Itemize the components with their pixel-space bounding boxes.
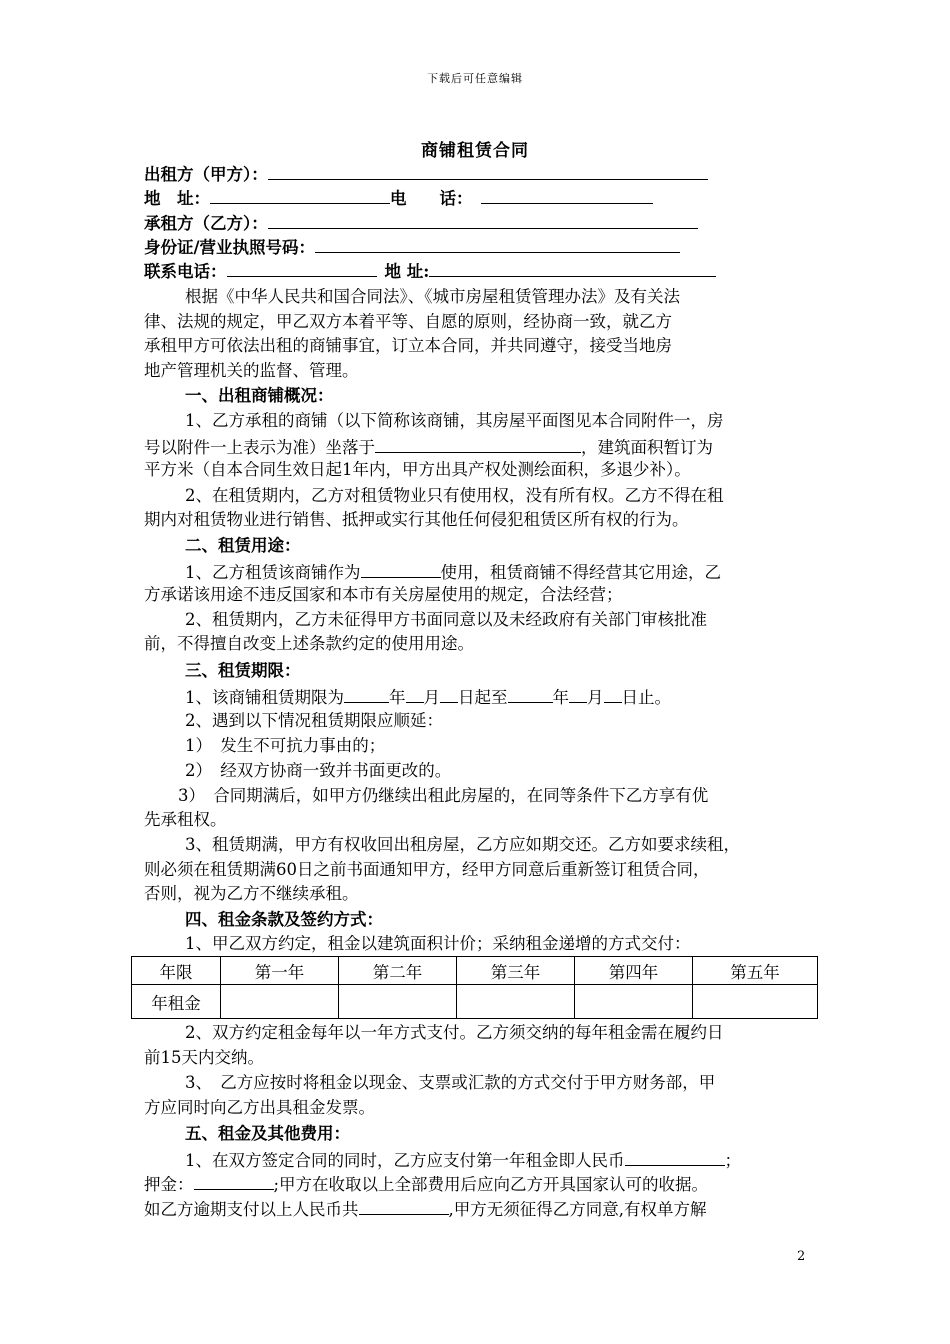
address-label: 地 址：: [144, 189, 210, 208]
section-4-heading: 四、租金条款及签约方式：: [185, 910, 383, 929]
s3-list-item: 1） 发生不可抗力事由的；: [185, 736, 386, 755]
page-header: 下载后可任意编辑: [427, 72, 523, 85]
section-1-heading: 一、出租商铺概况：: [185, 386, 334, 405]
end-year-blank[interactable]: [508, 684, 553, 703]
contact-field: [144, 258, 716, 284]
deposit-blank[interactable]: [194, 1171, 274, 1190]
s5-text: ；: [724, 1151, 741, 1170]
s3-text: 月: [587, 688, 604, 707]
start-month-blank[interactable]: [406, 684, 424, 703]
s3-text: 日止。: [621, 688, 671, 707]
table-header-cell: 第四年: [575, 957, 693, 985]
s5-overdue-line: [144, 1196, 707, 1222]
table-header-cell: 第一年: [221, 957, 339, 985]
table-header-row: [132, 957, 818, 985]
rent-table: [131, 956, 818, 1019]
start-year-blank[interactable]: [344, 684, 389, 703]
s1-location-line: [144, 434, 713, 460]
s1-text: 号以附件一上表示为准）坐落于: [144, 438, 375, 457]
s3-text: 年: [389, 688, 406, 707]
table-header-cell: 第五年: [693, 957, 818, 985]
s1-text: 1、乙方承租的商铺（以下简称该商铺，其房屋平面图见本合同附件一，房: [185, 411, 724, 430]
s3-text: 1、该商铺租赁期限为: [185, 688, 344, 707]
s4-text: 2、双方约定租金每年以一年方式支付。乙方须交纳的每年租金需在履约日: [185, 1023, 724, 1042]
s2-text: 1、乙方租赁该商铺作为: [185, 563, 361, 582]
table-header-cell: 第三年: [457, 957, 575, 985]
section-5-heading: 五、租金及其他费用：: [185, 1124, 350, 1143]
start-day-blank[interactable]: [440, 684, 458, 703]
s3-list-item: 先承租权。: [144, 810, 227, 829]
s5-deposit-line: [144, 1171, 708, 1197]
table-row-label: 年租金: [132, 985, 221, 1019]
s3-text: 年: [552, 688, 569, 707]
s5-text: ;甲方在收取以上全部费用后应向乙方开具国家认可的收据。: [273, 1175, 709, 1194]
id-number-field: [144, 234, 680, 260]
s2-usage-line: [185, 559, 721, 585]
phone-blank[interactable]: [481, 185, 653, 204]
usage-blank[interactable]: [361, 559, 441, 578]
rent-year-4-cell[interactable]: [575, 985, 693, 1019]
preamble-line: 根据《中华人民共和国合同法》、《城市房屋租赁管理办法》及有关法: [185, 287, 680, 306]
s3-text: 日起至: [458, 688, 508, 707]
id-number-label: 身份证/营业执照号码：: [144, 238, 316, 257]
s3-term-line: [185, 684, 671, 710]
s1-text: 2、在租赁期内，乙方对租赁物业只有使用权，没有所有权。乙方不得在租: [185, 486, 724, 505]
s2-text: 使用，租赁商铺不得经营其它用途，乙: [440, 563, 721, 582]
s2-text: 前，不得擅自改变上述条款约定的使用用途。: [144, 634, 474, 653]
table-row: [132, 985, 818, 1019]
lessor-field: [144, 161, 708, 187]
rent-year-3-cell[interactable]: [457, 985, 575, 1019]
s5-payment-line: [185, 1147, 741, 1173]
s1-text: ，建筑面积暂订为: [581, 438, 713, 457]
s4-text: 方应同时向乙方出具租金发票。: [144, 1098, 375, 1117]
rent-year-5-cell[interactable]: [693, 985, 818, 1019]
first-year-rent-blank[interactable]: [625, 1147, 725, 1166]
s4-text: 前15天内交纳。: [144, 1048, 264, 1067]
s1-text: 期内对租赁物业进行销售、抵押或实行其他任何侵犯租赁区所有权的行为。: [144, 510, 689, 529]
end-month-blank[interactable]: [569, 684, 587, 703]
section-2-heading: 二、租赁用途：: [185, 536, 301, 555]
lessor-blank[interactable]: [268, 161, 708, 180]
s2-text: 2、租赁期内，乙方未征得甲方书面同意以及未经政府有关部门审核批准: [185, 610, 707, 629]
lessee-blank[interactable]: [268, 210, 698, 229]
table-header-cell: 年限: [132, 957, 221, 985]
s3-text: 否则，视为乙方不继续承租。: [144, 884, 359, 903]
end-day-blank[interactable]: [604, 684, 622, 703]
s3-list-item: 2） 经双方协商一致并书面更改的。: [185, 761, 452, 780]
address-phone-field: [144, 185, 653, 211]
lessor-label: 出租方（甲方）：: [144, 165, 268, 184]
table-header-cell: 第二年: [339, 957, 457, 985]
s4-text: 1、甲乙双方约定，租金以建筑面积计价；采纳租金递增的方式交付：: [185, 934, 691, 953]
lessee-label: 承租方（乙方）：: [144, 214, 268, 233]
s3-text: 3、租赁期满，甲方有权收回出租房屋，乙方应如期交还。乙方如要求续租，: [185, 835, 740, 854]
rent-year-1-cell[interactable]: [221, 985, 339, 1019]
s2-text: 方承诺该用途不违反国家和本市有关房屋使用的规定，合法经营；: [144, 585, 623, 604]
s1-text: 平方米（自本合同生效日起1年内，甲方出具产权处测绘面积，多退少补）。: [144, 460, 691, 479]
rent-year-2-cell[interactable]: [339, 985, 457, 1019]
location-blank[interactable]: [375, 434, 581, 453]
page-number: 2: [797, 1249, 806, 1264]
phone-label: 电 话：: [390, 189, 473, 208]
id-number-blank[interactable]: [315, 234, 680, 253]
preamble-line: 地产管理机关的监督、管理。: [144, 361, 359, 380]
address-blank[interactable]: [210, 185, 390, 204]
section-3-heading: 三、租赁期限：: [185, 661, 301, 680]
s3-list-item: 3） 合同期满后，如甲方仍继续出租此房屋的，在同等条件下乙方享有优: [178, 786, 709, 805]
s5-text: 1、在双方签定合同的同时，乙方应支付第一年租金即人民币: [185, 1151, 625, 1170]
s5-text: 如乙方逾期支付以上人民币共: [144, 1200, 359, 1219]
address2-blank[interactable]: [429, 258, 716, 277]
preamble-line: 律、法规的规定，甲乙双方本着平等、自愿的原则，经协商一致，就乙方: [144, 312, 672, 331]
preamble-line: 承租甲方可依法出租的商铺事宜，订立本合同，并共同遵守，接受当地房: [144, 336, 672, 355]
s5-text: ,甲方无须征得乙方同意,有权单方解: [448, 1200, 707, 1219]
s5-text: 押金：: [144, 1175, 194, 1194]
contact-phone-label: 联系电话：: [144, 262, 227, 281]
s3-text: 月: [423, 688, 440, 707]
s3-text: 2、遇到以下情况租赁期限应顺延：: [185, 711, 443, 730]
overdue-amount-blank[interactable]: [359, 1196, 449, 1215]
s3-text: 则必须在租赁期满60日之前书面通知甲方，经甲方同意后重新签订租赁合同，: [144, 860, 710, 879]
contact-phone-blank[interactable]: [227, 258, 377, 277]
document-title: 商铺租赁合同: [421, 141, 529, 161]
address2-label: 地 址:: [384, 262, 430, 281]
s4-text: 3、 乙方应按时将租金以现金、支票或汇款的方式交付于甲方财务部，甲: [185, 1073, 716, 1092]
lessee-field: [144, 210, 698, 236]
